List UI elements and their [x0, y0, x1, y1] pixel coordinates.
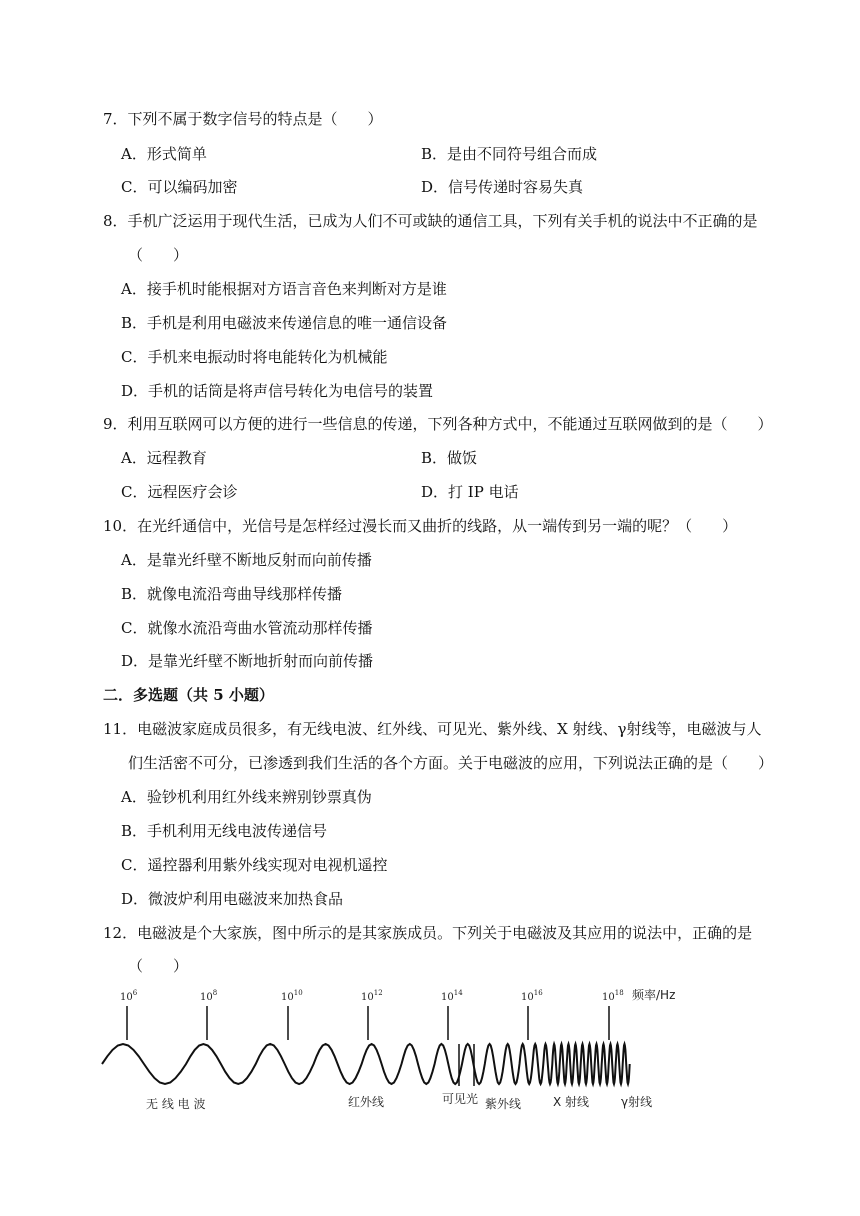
q7-option-d: D．信号传递时容易失真 — [421, 178, 584, 196]
q9-option-d: D．打 IP 电话 — [421, 483, 519, 501]
question-12-stem-cont: （ ） — [128, 957, 189, 975]
q11-option-b: B．手机利用无线电波传递信号 — [121, 822, 328, 840]
question-10-stem: 10．在光纤通信中，光信号是怎样经过漫长而又曲折的线路，从一端传到另一端的呢？（ ） — [103, 517, 738, 535]
question-8-stem-cont: （ ） — [128, 246, 189, 264]
q7-option-c: C．可以编码加密 — [121, 178, 238, 196]
section-heading-multiple-choice: 二．多选题（共 5 小题） — [103, 686, 274, 704]
em-wave-curve — [102, 1044, 630, 1084]
question-7-stem: 7．下列不属于数字信号的特点是（ ） — [103, 110, 383, 128]
band-label-xray: X 射线 — [553, 1095, 590, 1109]
question-11-stem: 11．电磁波家庭成员很多，有无线电波、红外线、可见光、紫外线、X 射线、γ射线等，电磁波与人 — [103, 720, 762, 738]
em-spectrum-figure — [100, 982, 680, 1112]
frequency-tick-label: $10^{18}$ — [602, 989, 624, 1003]
q10-option-b: B．就像电流沿弯曲导线那样传播 — [121, 585, 343, 603]
q8-option-a: A．接手机时能根据对方语言音色来判断对方是谁 — [121, 280, 447, 298]
q7-option-b: B．是由不同符号组合而成 — [421, 145, 598, 163]
band-label-infrared: 红外线 — [348, 1095, 385, 1109]
q10-option-c: C．就像水流沿弯曲水管流动那样传播 — [121, 619, 373, 637]
q8-option-d: D．手机的话筒是将声信号转化为电信号的装置 — [121, 382, 434, 400]
q8-option-c: C．手机来电振动时将电能转化为机械能 — [121, 348, 388, 366]
q10-option-a: A．是靠光纤壁不断地反射而向前传播 — [121, 551, 372, 569]
q9-option-a: A．远程教育 — [121, 449, 207, 467]
frequency-tick-label: $10^{16}$ — [521, 989, 543, 1003]
band-label-radio: 无 线 电 波 — [146, 1097, 206, 1111]
q9-option-c: C．远程医疗会诊 — [121, 483, 238, 501]
q8-option-b: B．手机是利用电磁波来传递信息的唯一通信设备 — [121, 314, 448, 332]
band-label-ultraviolet: 紫外线 — [485, 1097, 522, 1111]
band-label-visible: 可见光 — [442, 1092, 479, 1106]
q10-option-d: D．是靠光纤壁不断地折射而向前传播 — [121, 652, 374, 670]
frequency-tick-label: $10^6$ — [120, 989, 138, 1003]
frequency-unit-label: 频率/Hz — [632, 988, 676, 1002]
q11-option-a: A．验钞机利用红外线来辨别钞票真伪 — [121, 788, 372, 806]
q9-option-b: B．做饭 — [421, 449, 478, 467]
frequency-ticks — [120, 989, 624, 1040]
question-8-stem: 8．手机广泛运用于现代生活，已成为人们不可或缺的通信工具，下列有关手机的说法中不正确的是 — [103, 212, 758, 230]
frequency-tick-label: $10^{12}$ — [361, 989, 383, 1003]
band-label-gamma: γ射线 — [621, 1095, 653, 1109]
q7-option-a: A．形式简单 — [121, 145, 207, 163]
frequency-tick-label: $10^{10}$ — [281, 989, 303, 1003]
question-11-stem-cont: 们生活密不可分，已渗透到我们生活的各个方面。关于电磁波的应用，下列说法正确的是（ ） — [128, 754, 774, 772]
frequency-tick-label: $10^{14}$ — [441, 989, 463, 1003]
q11-option-c: C．遥控器利用紫外线实现对电视机遥控 — [121, 856, 388, 874]
question-9-stem: 9．利用互联网可以方便的进行一些信息的传递，下列各种方式中，不能通过互联网做到的是（ ） — [103, 415, 773, 433]
frequency-tick-label: $10^8$ — [200, 989, 218, 1003]
q11-option-d: D．微波炉利用电磁波来加热食品 — [121, 890, 344, 908]
question-12-stem: 12．电磁波是个大家族，图中所示的是其家族成员。下列关于电磁波及其应用的说法中，正确的是 — [103, 924, 753, 942]
